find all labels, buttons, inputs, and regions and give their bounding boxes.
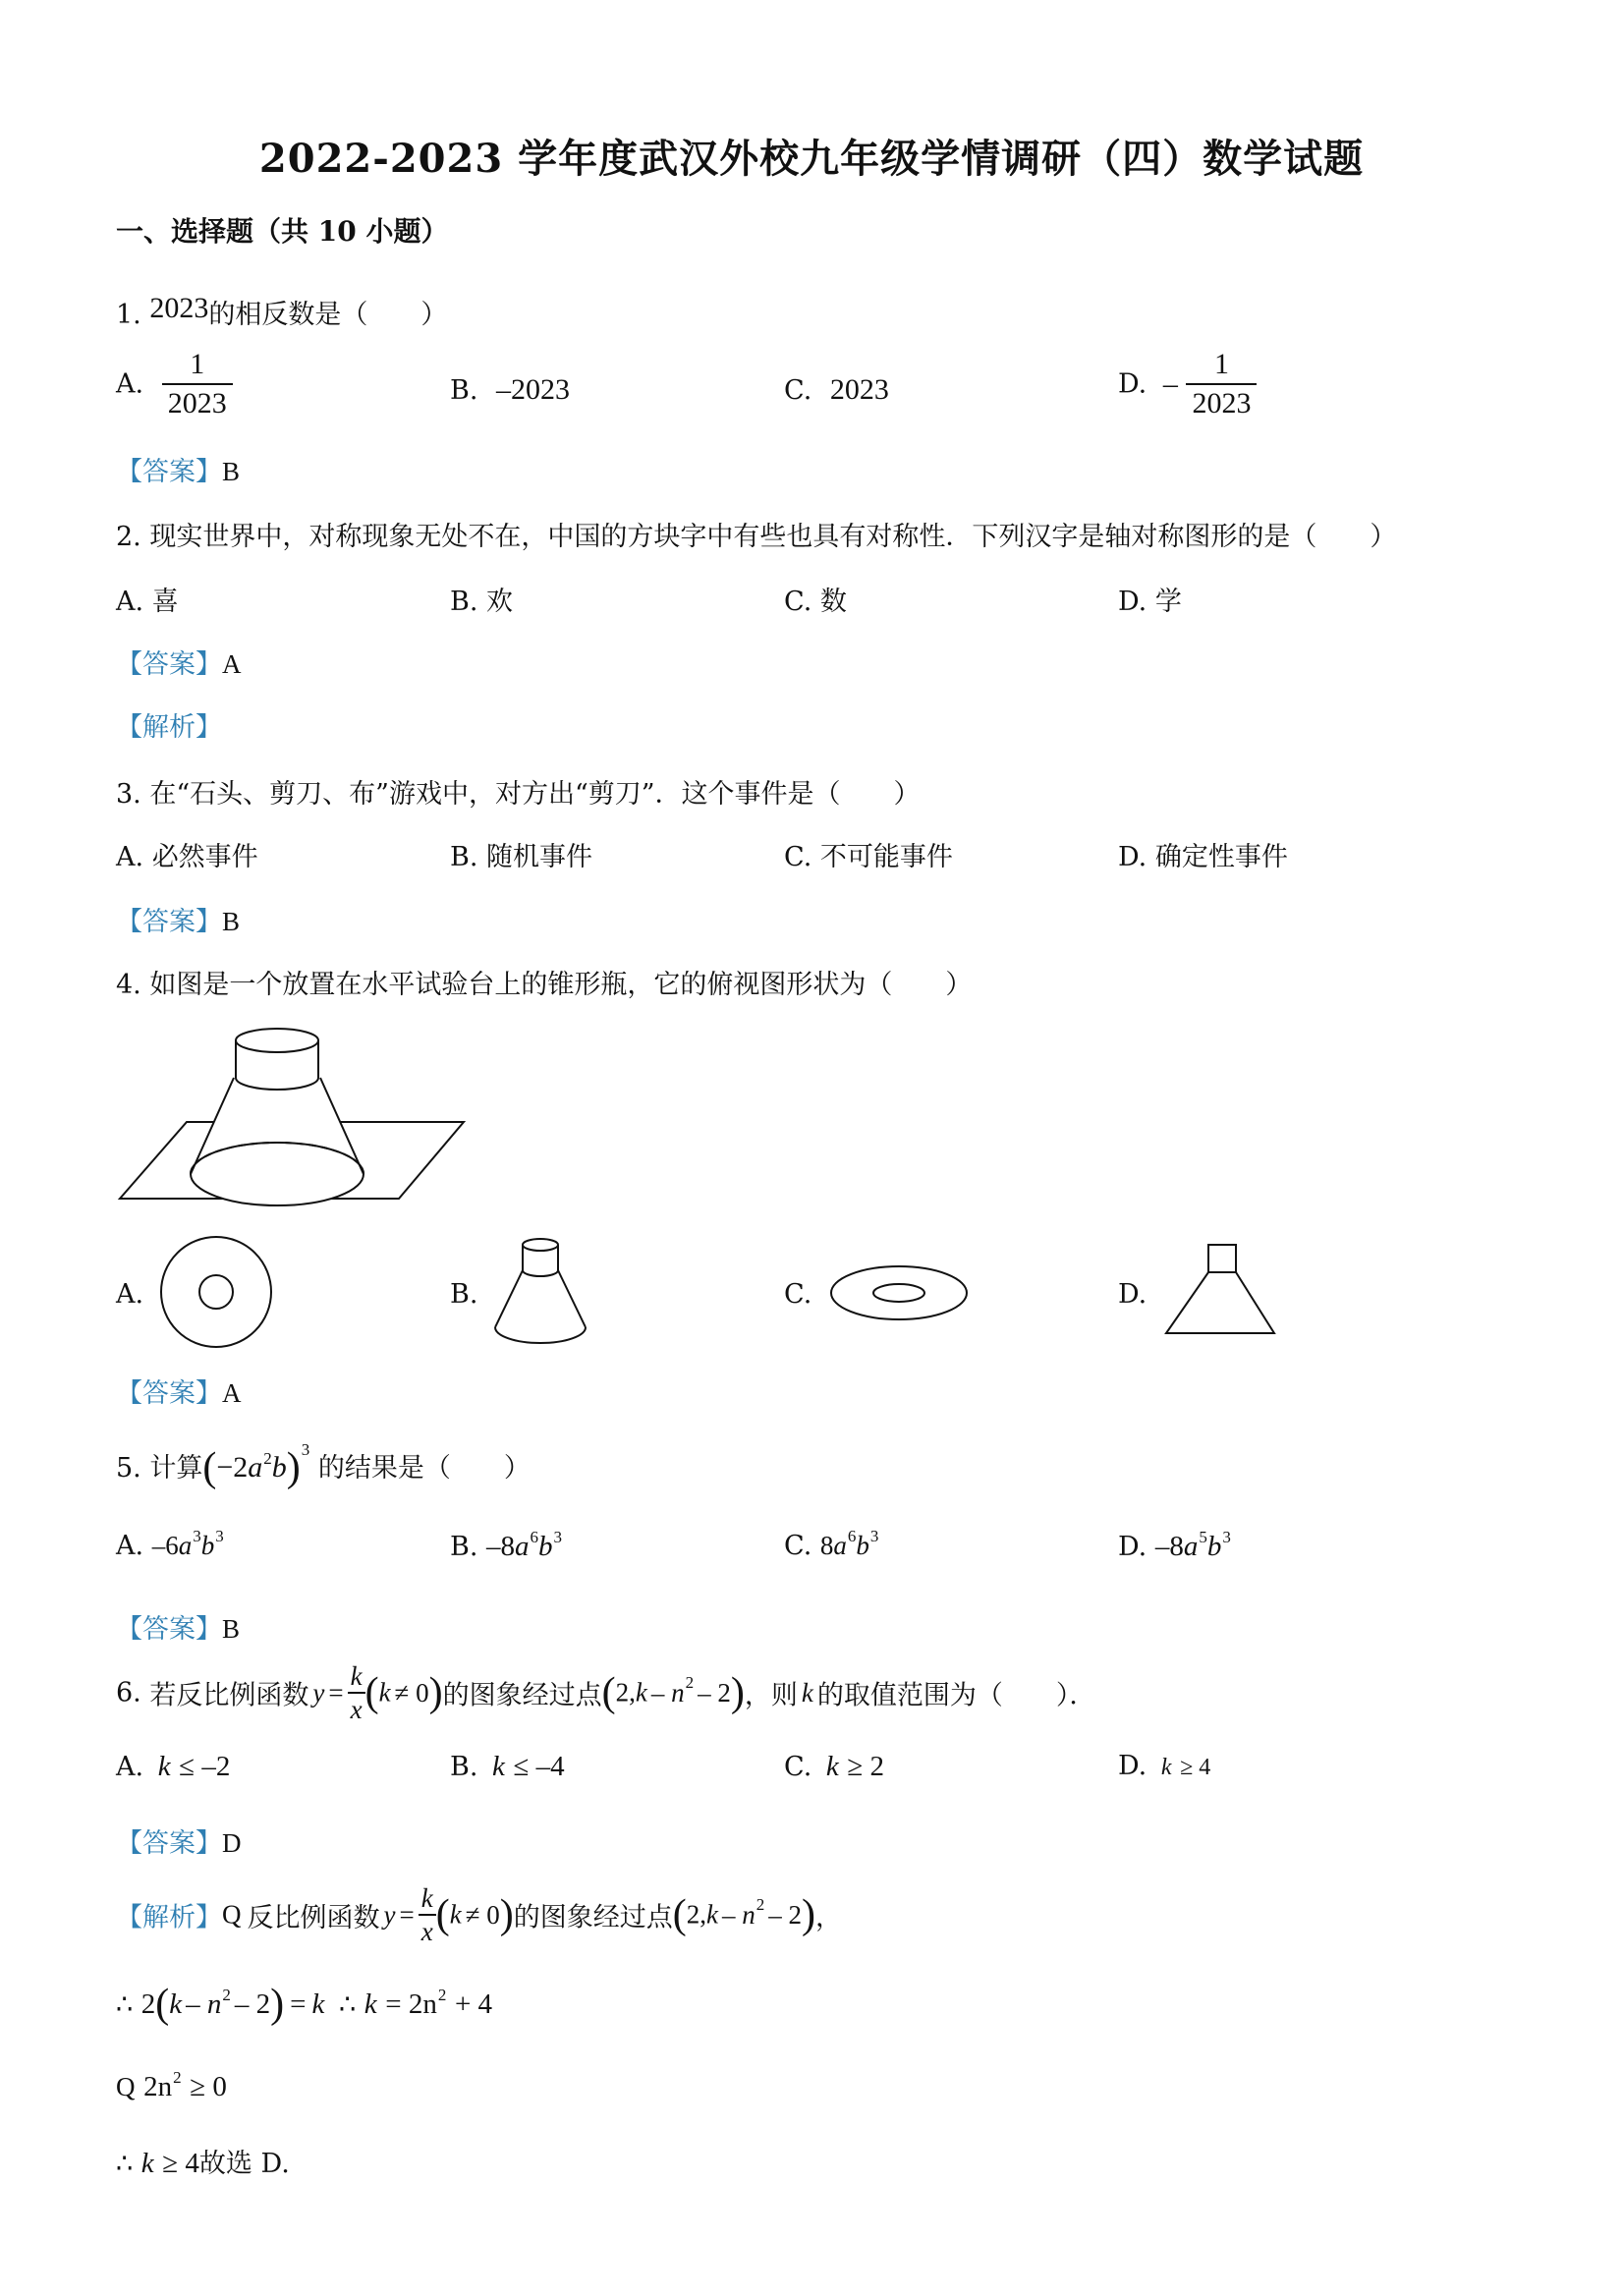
q4-option-c-label: C. (784, 1279, 812, 1310)
q1-number-2023: 2023 (149, 292, 209, 324)
q6-option-a-label: A. (116, 1752, 144, 1782)
q5-paren-right: ) (286, 1445, 301, 1490)
q4-option-a-label: A. (116, 1279, 144, 1310)
q1-option-a-label: A. (116, 368, 144, 400)
q3-option-c[interactable] (784, 835, 953, 873)
q1-option-d-numerator: 1 (1186, 346, 1257, 385)
q6-pre: 若反比例函数 (149, 1680, 309, 1711)
q3-answer-tag: 【答案】 (116, 907, 222, 937)
q6-answer (116, 1821, 242, 1860)
q1-option-d-label: D. (1118, 368, 1147, 400)
q6-solution-fraction-denominator: x (420, 1917, 433, 1946)
q6-solution-line-4 (116, 2142, 290, 2180)
q6-option-c-var: k (825, 1751, 839, 1782)
q5-option-a-var-a: a (178, 1531, 193, 1560)
q3-option-a-label: A. (116, 842, 144, 872)
q2-option-d-value: 学 (1154, 587, 1182, 617)
q2-option-b-label: B. (450, 587, 478, 617)
q5-answer-value: B (222, 1614, 241, 1644)
q6-solution-mid: 的图象经过点 (513, 1902, 673, 1933)
q4-option-b[interactable] (450, 1279, 477, 1310)
q6-point-minus-2: – 2 (698, 1677, 731, 1708)
q1-option-c-value: 2023 (829, 373, 889, 406)
q4-flask-figure (116, 1027, 470, 1213)
q2-answer-value: A (222, 649, 242, 679)
q6-solution-line-2 (116, 1981, 492, 2028)
q6-solution-point-right: ) (802, 1892, 815, 1937)
q6-option-c[interactable] (784, 1751, 884, 1783)
q5-var-b: b (271, 1451, 287, 1484)
q6-solution-text-1: 反比例函数 (247, 1902, 380, 1933)
q6-sol2-minus-n: – n (186, 1988, 222, 2020)
q6-point-paren-right: ) (730, 1670, 745, 1715)
q5-option-a-exp-a: 3 (193, 1527, 201, 1545)
therefore-symbol-3: ∴ (116, 2149, 134, 2178)
q6-stem (116, 1660, 1095, 1725)
q6-mid: 的图象经过点 (442, 1680, 602, 1711)
q6-sol2-coef: 2 (140, 1988, 156, 2020)
q6-option-b-var: k (492, 1751, 505, 1782)
q6-solution-cond-k: k (449, 1899, 462, 1930)
q6-solution-var-y: y (383, 1899, 396, 1930)
q6-option-b-label: B. (450, 1752, 478, 1782)
q1-option-b[interactable] (450, 373, 570, 407)
q1-option-d-denominator: 2023 (1192, 387, 1252, 420)
q2-option-c-label: C. (784, 587, 812, 617)
q6-sol2-paren-left: ( (155, 1982, 170, 2027)
q6-fraction-numerator: k (348, 1660, 365, 1694)
because-symbol-2: Q (116, 2072, 136, 2101)
q5-option-a-label: A. (116, 1531, 144, 1561)
q6-sol2-result: = 2n (385, 1988, 437, 2020)
q6-answer-tag: 【答案】 (116, 1828, 222, 1859)
q6-sol4-conclusion: 故选 D. (198, 2149, 290, 2179)
therefore-symbol-1: ∴ (116, 1989, 134, 2019)
q6-option-d-var: k (1160, 1755, 1172, 1780)
q6-fraction-denominator: x (350, 1695, 363, 1724)
q1-option-a-denominator: 2023 (167, 387, 227, 420)
q6-solution-point-left: ( (672, 1892, 687, 1937)
q6-sol2-result-exp: 2 (437, 1986, 447, 2004)
q6-solution-equals: = (399, 1899, 415, 1930)
q5-option-d-exp-b: 3 (1222, 1528, 1231, 1546)
q5-option-d-label: D. (1118, 1532, 1147, 1562)
q6-fraction (348, 1660, 365, 1725)
q6-post-1: ，则 (744, 1680, 798, 1711)
q3-option-d[interactable] (1118, 835, 1288, 873)
q6-sol4-relation: ≥ 4 (162, 2148, 199, 2179)
q6-var-y: y (312, 1677, 325, 1708)
q4-option-c-figure (827, 1261, 971, 1324)
q6-solution-point-exp: 2 (756, 1894, 765, 1914)
q4-option-d-label: D. (1118, 1279, 1147, 1310)
q5-var-a: a (248, 1451, 263, 1484)
q3-option-c-label: C. (784, 842, 812, 872)
q3-option-b[interactable] (450, 835, 592, 873)
q6-option-d-label: D. (1118, 1751, 1147, 1781)
q6-solution-point-k: k (706, 1899, 718, 1930)
q6-sol2-paren-right: ) (270, 1982, 285, 2027)
q6-sol2-var-k3: k (364, 1988, 377, 2020)
q1-stem (116, 293, 447, 331)
q1-number: 1. (116, 300, 141, 330)
q6-sol2-var-k2: k (311, 1988, 325, 2020)
q5-answer-tag: 【答案】 (116, 1614, 222, 1645)
q2-option-a-value: 喜 (151, 587, 179, 617)
q4-answer-tag: 【答案】 (116, 1378, 222, 1409)
q3-option-b-label: B. (450, 842, 478, 872)
q5-option-b-label: B. (450, 1532, 478, 1562)
q6-solution-cond-neq: ≠ 0 (465, 1899, 500, 1930)
q6-option-c-relation: ≥ 2 (847, 1751, 885, 1782)
q4-option-d[interactable] (1118, 1279, 1147, 1310)
q3-option-b-value: 随机事件 (486, 842, 593, 872)
q6-option-b-relation: ≤ –4 (513, 1751, 565, 1782)
q6-cond-neq: ≠ 0 (394, 1677, 429, 1708)
q1-option-c[interactable] (784, 373, 889, 407)
because-symbol-1: Q (222, 1899, 242, 1930)
q5-option-b-coef: –8 (486, 1531, 516, 1562)
q5-paren-left: ( (202, 1445, 217, 1490)
q5-number: 5. (116, 1453, 141, 1484)
q3-option-d-label: D. (1118, 842, 1147, 872)
q5-option-a[interactable] (116, 1527, 224, 1561)
q6-point-paren-left: ( (601, 1670, 616, 1715)
q5-option-b[interactable] (450, 1528, 563, 1563)
q5-option-a-coef: –6 (151, 1531, 179, 1560)
q6-point-exp: 2 (685, 1672, 695, 1692)
q5-exp-2: 2 (263, 1449, 272, 1468)
q6-solution-fraction (419, 1882, 436, 1947)
q1-option-d-sign: – (1162, 367, 1178, 400)
q6-solution-line-3 (116, 2068, 227, 2103)
q5-option-d-coef: –8 (1154, 1531, 1184, 1562)
q1-text: 的相反数是（ ） (208, 300, 448, 330)
q4-option-c[interactable] (784, 1279, 812, 1310)
q5-option-b-var-b: b (538, 1531, 553, 1562)
q5-option-c-coef: 8 (819, 1531, 834, 1560)
q5-option-c-label: C. (784, 1531, 812, 1561)
q6-option-d-relation: ≥ 4 (1180, 1755, 1211, 1780)
q6-sol2-equals: = (290, 1988, 307, 2020)
q6-solution-line-1 (116, 1882, 842, 1947)
q5-stem (116, 1440, 531, 1491)
q6-point-var-k: k (635, 1677, 647, 1708)
q3-answer (116, 900, 240, 938)
q5-pre: 计算 (149, 1453, 203, 1484)
q6-sol3-exp: 2 (173, 2068, 182, 2087)
q5-option-c-var-b: b (856, 1531, 869, 1560)
q6-equals: = (328, 1677, 344, 1708)
q6-point-minus-n: – n (650, 1677, 685, 1708)
q3-option-d-value: 确定性事件 (1154, 842, 1288, 872)
q6-cond-var-k: k (378, 1677, 391, 1708)
q5-option-d-var-b: b (1206, 1531, 1222, 1562)
q6-solution-point-x: 2, (686, 1899, 707, 1930)
q6-solution-point-minus-2: – 2 (768, 1899, 802, 1930)
q5-option-d[interactable] (1118, 1528, 1231, 1563)
q1-option-a[interactable] (116, 346, 233, 422)
q5-minus-two: −2 (216, 1451, 249, 1484)
q4-option-d-figure (1164, 1243, 1278, 1341)
q2-option-d[interactable] (1118, 580, 1182, 618)
q6-sol4-var-k: k (140, 2148, 154, 2179)
q3-option-c-value: 不可能事件 (819, 842, 953, 872)
q6-post-2: 的取值范围为（ ）． (816, 1680, 1096, 1711)
q4-stem: 4. 如图是一个放置在水平试验台上的锥形瓶，它的俯视图形状为（ ） (116, 970, 973, 1000)
q6-solution-paren-right: ) (499, 1892, 514, 1937)
q6-solution-comma: ， (815, 1902, 842, 1933)
q5-option-c-exp-a: 6 (847, 1527, 857, 1545)
q6-sol2-minus-2: – 2 (234, 1988, 271, 2020)
q5-option-b-exp-a: 6 (530, 1528, 539, 1546)
q5-option-b-exp-b: 3 (553, 1528, 563, 1546)
q1-option-b-label: B. (450, 375, 478, 406)
q1-answer (116, 450, 240, 488)
q5-option-d-var-a: a (1183, 1531, 1199, 1562)
q1-option-a-numerator: 1 (162, 346, 233, 385)
q4-answer (116, 1372, 242, 1410)
q6-sol2-var-k: k (169, 1988, 183, 2020)
q6-option-a-relation: ≤ –2 (179, 1751, 231, 1782)
q2-answer-tag: 【答案】 (116, 649, 222, 680)
q5-option-c[interactable] (784, 1527, 879, 1561)
q6-solution-fraction-numerator: k (419, 1882, 436, 1916)
q2-option-a[interactable] (116, 580, 179, 618)
q5-option-a-exp-b: 3 (215, 1527, 224, 1545)
q6-analysis-tag: 【解析】 (116, 1902, 222, 1933)
q2-option-b-value: 欢 (486, 587, 514, 617)
q6-sol2-exp: 2 (222, 1986, 231, 2004)
q5-exp-3: 3 (301, 1440, 310, 1459)
q2-analysis (116, 705, 222, 744)
q1-option-c-label: C. (784, 375, 812, 406)
q4-option-a-figure (157, 1233, 275, 1351)
q1-option-b-value: –2023 (496, 373, 571, 406)
q6-option-a-var: k (157, 1751, 171, 1782)
q5-answer (116, 1607, 240, 1646)
q5-option-a-var-b: b (200, 1531, 215, 1560)
q2-stem: 2. 现实世界中，对称现象无处不在，中国的方块字中有些也具有对称性．下列汉字是轴对称图形的是（ ） (116, 522, 1397, 552)
q6-post-var-k: k (801, 1677, 813, 1708)
q6-sol2-plus-4: + 4 (454, 1988, 493, 2020)
q2-option-c-value: 数 (819, 587, 847, 617)
q4-option-b-label: B. (450, 1279, 478, 1310)
page-title: 2022-2023 学年度武汉外校九年级学情调研（四）数学试题 (258, 136, 1365, 182)
q6-cond-paren-right: ) (428, 1670, 443, 1715)
q6-cond-paren-left: ( (364, 1670, 379, 1715)
q5-option-b-var-a: a (515, 1531, 530, 1562)
q4-option-b-figure (489, 1233, 591, 1351)
q2-option-b[interactable] (450, 580, 513, 618)
q4-answer-value: A (222, 1378, 242, 1408)
q1-answer-value: B (222, 457, 241, 486)
therefore-symbol-2: ∴ (338, 1989, 357, 2019)
q6-sol3-relation: ≥ 0 (190, 2071, 227, 2102)
q5-option-d-exp-a: 5 (1199, 1528, 1207, 1546)
q2-analysis-tag: 【解析】 (116, 712, 222, 743)
q3-option-a[interactable] (116, 835, 258, 873)
q1-option-d[interactable] (1118, 346, 1257, 422)
section-heading: 一、选择题（共 10 小题） (116, 215, 449, 248)
q5-option-c-exp-b: 3 (869, 1527, 879, 1545)
q2-option-c[interactable] (784, 580, 847, 618)
q6-sol3-expr: 2n (143, 2071, 173, 2102)
q6-option-b[interactable] (450, 1751, 565, 1783)
q2-option-a-label: A. (116, 587, 144, 617)
q5-option-c-var-a: a (833, 1531, 847, 1560)
q6-solution-paren-left: ( (435, 1892, 450, 1937)
q2-answer (116, 643, 242, 681)
q6-point-x: 2, (615, 1677, 636, 1708)
q3-answer-value: B (222, 907, 241, 936)
q1-answer-tag: 【答案】 (116, 457, 222, 487)
q1-option-a-fraction (162, 346, 233, 422)
q3-option-a-value: 必然事件 (151, 842, 258, 872)
q5-post: 的结果是（ ） (317, 1453, 531, 1484)
q6-number: 6. (116, 1677, 141, 1708)
q6-solution-point-minus-n: – n (722, 1899, 756, 1930)
q6-option-c-label: C. (784, 1752, 812, 1782)
q1-option-d-fraction (1186, 346, 1257, 422)
q4-option-a[interactable] (116, 1279, 143, 1310)
q6-answer-value: D (222, 1828, 242, 1858)
q2-option-d-label: D. (1118, 587, 1147, 617)
q6-option-a[interactable] (116, 1751, 230, 1783)
q6-option-d[interactable] (1118, 1751, 1210, 1781)
q3-stem: 3. 在“石头、剪刀、布”游戏中，对方出“剪刀”．这个事件是（ ） (116, 779, 921, 810)
